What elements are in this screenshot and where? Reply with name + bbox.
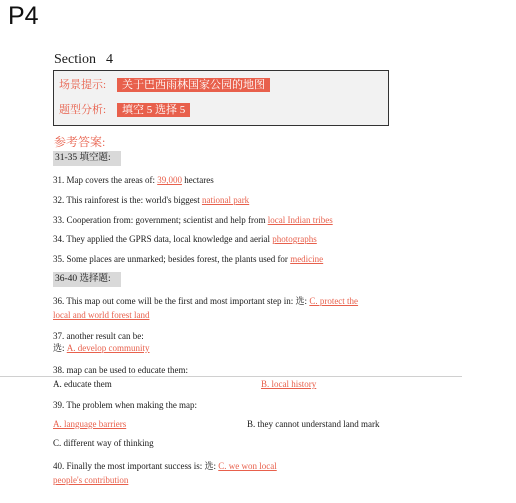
question-39-option-c: C. different way of thinking — [53, 438, 154, 448]
question-37-prefix: 选: — [53, 343, 67, 353]
answer-36-part2: local and world forest land — [53, 310, 150, 320]
answer-31: 39,000 — [157, 175, 182, 185]
question-37-text: 37. another result can be: — [53, 331, 144, 341]
answer-35: medicine — [290, 254, 324, 264]
question-31-text: 31. Map covers the areas of: — [53, 175, 158, 185]
question-39-text: 39. The problem when making the map: — [53, 400, 198, 410]
type-label: 题型分析: — [59, 104, 107, 116]
page-label: P4 — [8, 2, 39, 30]
question-32 — [53, 194, 249, 207]
question-39-option-b: B. they cannot understand land mark — [247, 419, 380, 429]
section-number: 4 — [106, 52, 113, 67]
answer-32: national park — [201, 195, 250, 205]
scene-value: 关于巴西雨林国家公园的地图 — [117, 78, 270, 92]
question-34 — [53, 233, 317, 246]
question-36 — [53, 295, 358, 308]
answer-37: A. develop community — [66, 343, 150, 353]
question-31-after: hectares — [181, 175, 214, 185]
question-40 — [53, 460, 277, 473]
reference-answer-title: 参考答案: — [54, 135, 106, 149]
page-divider — [0, 376, 462, 377]
answer-40-part1: C. we won local — [218, 461, 277, 471]
scene-label: 场景提示: — [59, 79, 107, 91]
answer-36-part1: C. protect the — [309, 296, 359, 306]
type-value: 填空 5 选择 5 — [117, 103, 190, 117]
choice-section-header: 36-40 选择题: — [53, 272, 121, 287]
answer-33: local Indian tribes — [267, 215, 333, 225]
scene-row — [59, 77, 270, 94]
question-36-cont — [53, 309, 149, 322]
answer-40-part2: people's contribution — [53, 475, 129, 485]
question-40-cont — [53, 474, 128, 487]
section-title — [54, 52, 113, 68]
type-row — [59, 102, 190, 119]
question-38-option-a: A. educate them — [53, 379, 112, 389]
question-35-text: 35. Some places are unmarked; besides forest, the plants used for — [53, 254, 291, 264]
question-36-text: 36. This map out come will be the first and most important step in: 选: — [53, 296, 310, 306]
question-38-text: 38. map can be used to educate them: — [53, 365, 188, 375]
question-33 — [53, 214, 333, 227]
question-39-option-a: A. language barriers — [53, 419, 127, 429]
question-33-text: 33. Cooperation from: government; scientist and help from — [53, 215, 268, 225]
fill-section-header: 31-35 填空题: — [53, 151, 121, 166]
question-38-option-b: B. local history — [261, 379, 317, 389]
answer-34: photographs — [272, 234, 317, 244]
question-31 — [53, 174, 214, 187]
section-title-text: Section — [54, 52, 96, 67]
question-32-text: 32. This rainforest is the: world's biggest — [53, 195, 202, 205]
question-34-text: 34. They applied the GPRS data, local knowledge and aerial — [53, 234, 273, 244]
question-35 — [53, 253, 323, 266]
question-40-text: 40. Finally the most important success is: 选: — [53, 461, 219, 471]
question-37-answer-line — [53, 342, 150, 355]
info-box — [53, 70, 389, 126]
question-39 — [53, 399, 197, 412]
